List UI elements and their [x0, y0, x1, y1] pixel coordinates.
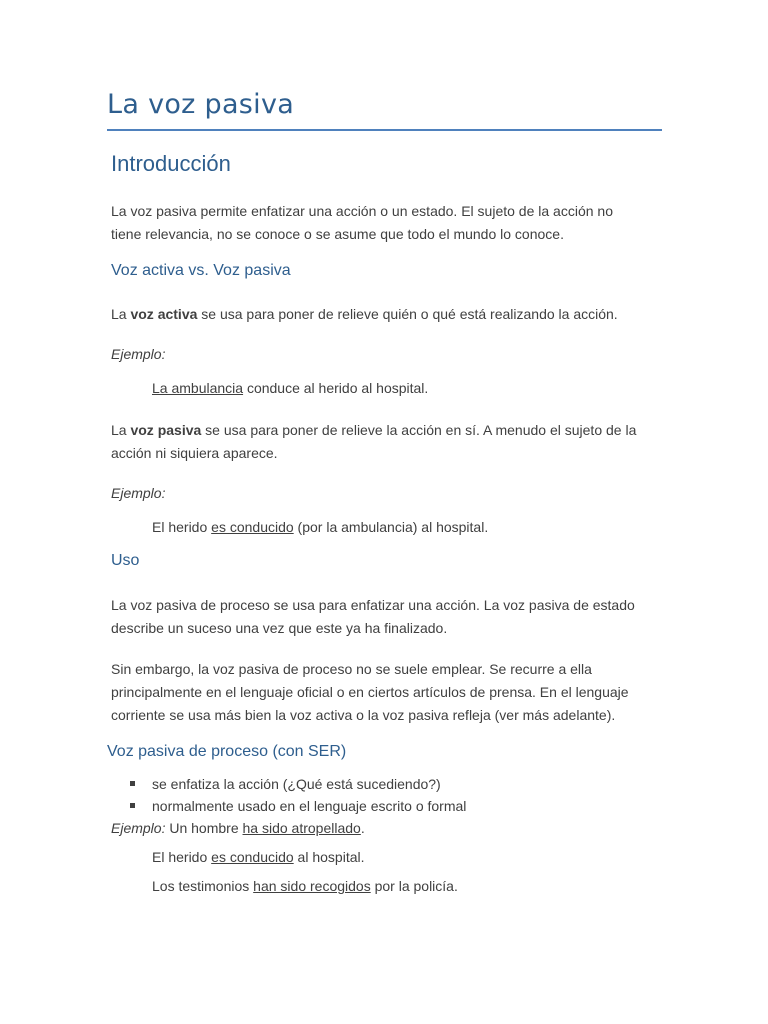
pasiva-line-2: acción ni siquiera aparece. [111, 445, 278, 461]
list-item [128, 795, 466, 817]
ex2-verb: es conducido [211, 849, 294, 865]
proceso-ejemplo [111, 817, 365, 840]
ex3-pre: Los testimonios [152, 878, 254, 894]
proceso-bullet-list [128, 773, 466, 817]
proceso-ejemplo-verb: ha sido atropellado [242, 820, 361, 836]
intro-line-1: La voz pasiva permite enfatizar una acción o un estado. El sujeto de la acción no [111, 203, 613, 219]
proceso-example-2 [152, 846, 365, 869]
intro-paragraph [111, 200, 613, 246]
proceso-ejemplo-label: Ejemplo: [111, 820, 166, 836]
pasiva-term: voz pasiva [130, 422, 202, 438]
bullet-text-2: normalmente usado en el lenguaje escrito o formal [152, 798, 467, 814]
uso-p2-line-1: Sin embargo, la voz pasiva de proceso no se suele emplear. Se recurre a ella [111, 661, 592, 677]
intro-line-2: tiene relevancia, no se conoce o se asume que todo el mundo lo conoce. [111, 226, 564, 242]
uso-p1-line-2: describe un suceso una vez que este ya ha finalizado. [111, 620, 448, 636]
activa-term: voz activa [130, 306, 198, 322]
pasiva-paragraph [111, 419, 636, 465]
pasiva-example-pre: El herido [152, 519, 212, 535]
uso-p1-line-1: La voz pasiva de proceso se usa para enfatizar una acción. La voz pasiva de estado [111, 597, 635, 613]
activa-example-subject: La ambulancia [152, 380, 244, 396]
pasiva-example-rest: (por la ambulancia) al hospital. [293, 519, 489, 535]
bullet-icon [130, 803, 135, 808]
uso-p2-line-3: corriente se usa más bien la voz activa o la voz pasiva refleja (ver más adelante). [111, 707, 616, 723]
proceso-ejemplo-post: . [360, 820, 365, 836]
activa-paragraph [111, 303, 618, 326]
ex2-pre: El herido [152, 849, 212, 865]
ex3-post: por la policía. [370, 878, 458, 894]
heading-activa-vs-pasiva: Voz activa vs. Voz pasiva [111, 262, 291, 279]
uso-paragraph-2 [111, 658, 629, 727]
activa-pre: La [111, 306, 131, 322]
ex3-verb: han sido recogidos [253, 878, 371, 894]
pasiva-line-1 [111, 419, 636, 442]
bullet-text-1: se enfatiza la acción (¿Qué está sucediendo?) [152, 776, 441, 792]
ejemplo-label-pasiva: Ejemplo: [111, 485, 166, 501]
pasiva-example-verb: es conducido [211, 519, 294, 535]
uso-p2-line-2: principalmente en el lenguaje oficial o en ciertos artículos de prensa. En el lenguaje [111, 684, 629, 700]
heading-introduccion: Introducción [111, 151, 231, 176]
document-title: La voz pasiva [107, 89, 295, 120]
list-item [128, 773, 466, 795]
activa-post: se usa para poner de relieve quién o qué está realizando la acción. [197, 306, 618, 322]
activa-example-rest: conduce al herido al hospital. [243, 380, 429, 396]
uso-paragraph-1 [111, 594, 635, 640]
ejemplo-label-activa: Ejemplo: [111, 346, 166, 362]
title-underline [107, 129, 662, 131]
pasiva-example [152, 516, 488, 539]
proceso-ejemplo-pre: Un hombre [165, 820, 243, 836]
heading-pasiva-proceso: Voz pasiva de proceso (con SER) [107, 743, 347, 760]
bullet-icon [130, 781, 135, 786]
ex2-post: al hospital. [293, 849, 365, 865]
proceso-example-3 [152, 875, 458, 898]
pasiva-pre: La [111, 422, 131, 438]
pasiva-post: se usa para poner de relieve la acción en sí. A menudo el sujeto de la [201, 422, 637, 438]
activa-example [152, 377, 428, 400]
heading-uso: Uso [111, 552, 140, 569]
